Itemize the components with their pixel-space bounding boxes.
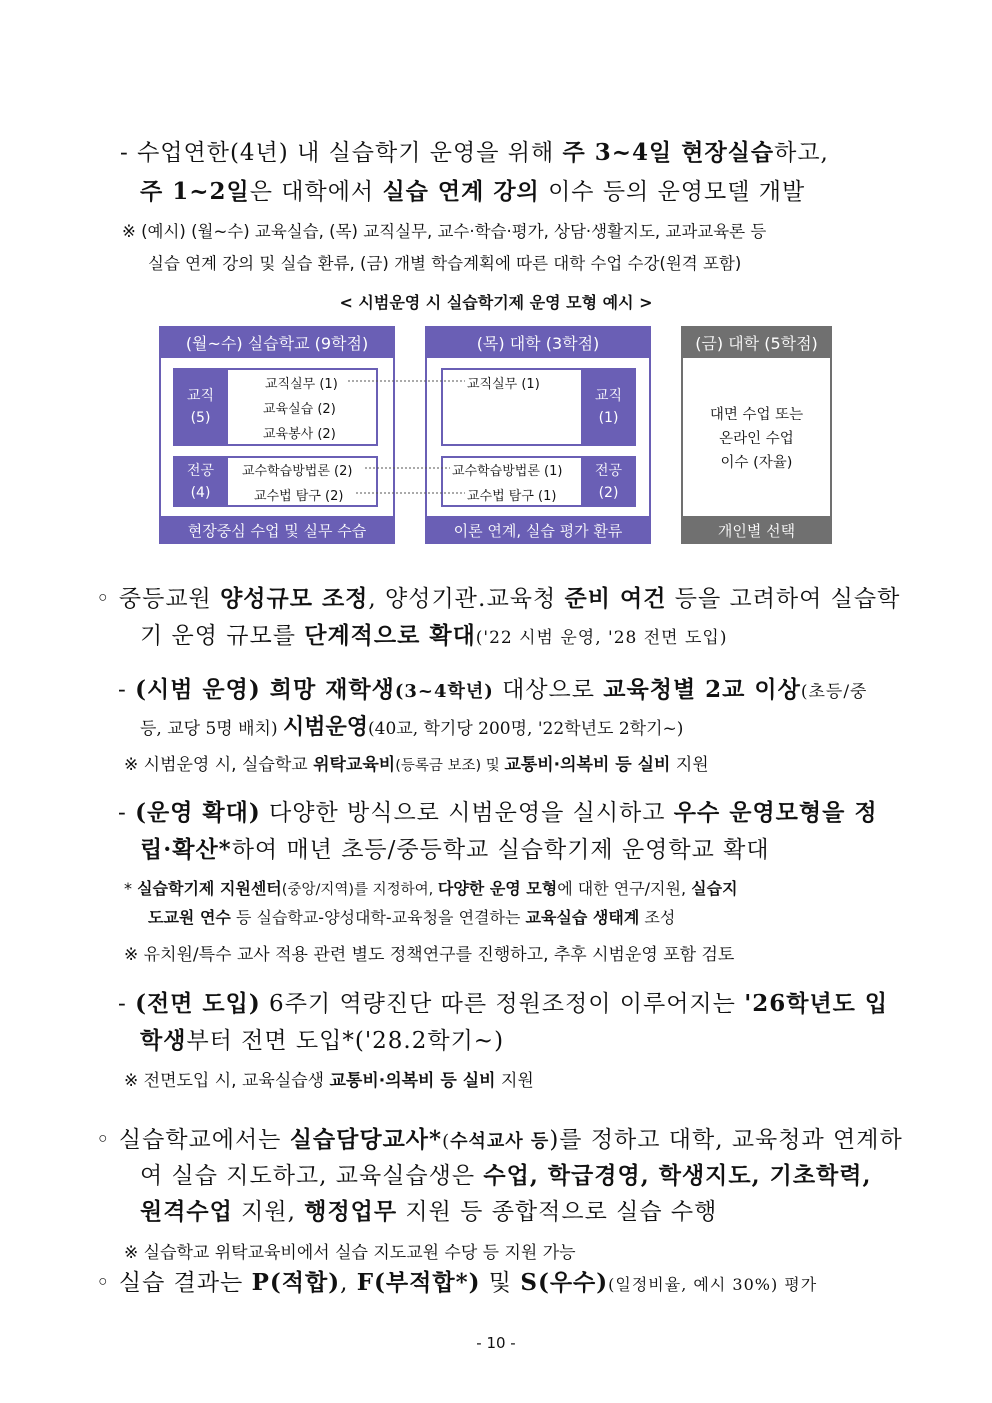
text-line [124,750,709,775]
bold-span: 주 1~2일 [140,178,250,205]
list-item: 교육실습 (2) [263,402,336,417]
text-line [118,671,867,704]
text-span: 부터 전면 도입*('28.2학기~) [186,1028,505,1054]
bold-span: P(적합) [251,1269,341,1296]
list-item: 교육봉사 (2) [263,427,336,442]
bold-span: 행정업무 [304,1198,398,1225]
bold-span: 시범운영 [283,714,369,740]
tag-credit: (2) [598,484,619,501]
text-line [118,794,878,827]
tag-label: 교직 [594,388,623,404]
bold-span: 수업, 학급경영, 학생지도, 기초학력, [483,1162,872,1189]
bold-span: (시범 운영) 희망 재학생 [135,676,395,703]
list-item: 교수법 탐구 (2) [254,489,344,504]
col2-header: (목) 대학 (3학점) [425,326,651,358]
text-span: 지원, [232,1199,305,1225]
bold-span: 실습담당교사* [289,1126,443,1153]
col2-footer: 이론 연계, 실습 평가 환류 [425,516,651,544]
text-span: 지원 [495,1071,534,1091]
bold-span: 수석교사 등 [450,1131,550,1152]
text-span: 은 대학에서 [249,179,383,205]
text-span: (등록금 보조) 및 [395,758,505,774]
text-line [124,1066,534,1091]
text-span: * [124,879,138,898]
text-span: 지원 등 종합적으로 실습 수행 [397,1199,718,1225]
text-span: ※ 전면도입 시, 교육실습생 [124,1071,330,1091]
text-line [118,985,888,1018]
bold-span: 교육실습 생태계 [525,908,640,927]
text-span: (일정비율, 예시 30%) 평가 [608,1275,818,1294]
bold-span: '26학년도 입 [744,990,889,1017]
text-span: 여 실습 지도하고, 교육실습생은 [140,1163,484,1189]
text-span: 등, 교당 5명 배치) [140,719,283,739]
text-line [124,876,738,899]
text-span: ◦ 실습 결과는 [96,1270,252,1296]
text-span: 조성 [639,908,676,927]
text-line [140,1193,717,1226]
tag-credit: (5) [190,410,211,426]
bold-span: 원격수업 [140,1198,233,1225]
bold-span: 학생 [140,1027,187,1054]
col3-line: 이수 (자율) [720,455,793,471]
text-span: )를 정하고 대학, 교육청과 연계하 [549,1127,903,1153]
text-span: ('22 시범 운영, '28 전면 도입) [475,628,728,648]
text-span: ◦ 중등교원 [96,586,221,612]
text-span: (중앙/지역)를 지정하여, [281,882,438,898]
text-span: (40교, 학기당 200명, '22학년도 2학기~) [368,719,684,739]
bold-span: 주 3~4일 현장실습 [562,139,775,166]
bold-span: 교육청별 2교 이상 [603,676,801,703]
bold-span: 단계적으로 확대 [304,622,476,649]
text-span: - [118,991,136,1017]
bold-span: (전면 도입) [135,990,261,1017]
text-line [140,617,727,650]
tag-label: 교직 [186,388,215,404]
text-span: 대상으로 [493,677,604,703]
page-number: - 10 - [476,1334,516,1352]
text-span: 6주기 역량진단 따른 정원조정이 이루어지는 [260,991,745,1017]
col3-line: 온라인 수업 [719,431,794,447]
tag-label: 전공 [186,462,215,479]
list-item: 교수법 탐구 (1) [467,489,557,504]
note-line: 실습 연계 강의 및 실습 환류, (금) 개별 학습계획에 따른 대학 수업 수강(원격 포함) [148,254,742,273]
text-span: 하여 매년 초등/중등학교 실습학기제 운영학교 확대 [231,837,770,863]
text-line [96,1121,903,1154]
col1-header: (월~수) 실습학교 (9학점) [159,326,395,358]
bold-span: 위탁교육비 [313,755,396,775]
note-line: ※ 실습학교 위탁교육비에서 실습 지도교원 수당 등 지원 가능 [124,1243,576,1263]
bold-span: 교통비·의복비 등 실비 [329,1071,496,1091]
col1-footer: 현장중심 수업 및 실무 수습 [159,516,395,544]
list-item: 교수학습방법론 (1) [452,464,563,479]
bold-span: (운영 확대) [135,799,261,826]
text-span: 지원 [670,755,709,775]
note-line: ※ (예시) (월~수) 교육실습, (목) 교직실무, 교수·학습·평가, 상담·생활지도, 교과교육론 등 [122,222,767,241]
col3-footer: 개인별 선택 [681,516,832,544]
bold-span: S(우수) [520,1269,609,1296]
text-span: 에 대한 연구/지원, [557,879,692,898]
diagram-title: < 시범운영 시 실습학기제 운영 모형 예시 > [339,293,653,312]
text-line [140,710,683,741]
text-span: - [118,677,136,703]
text-line [96,1264,817,1297]
bold-span: 우수 운영모형을 정 [673,799,878,826]
tag-label: 전공 [594,462,623,479]
text-span: 기 운영 규모를 [140,623,305,649]
list-item: 교수학습방법론 (2) [242,464,353,479]
text-span: 이수 등의 운영모델 개발 [539,179,806,205]
text-line [140,1022,504,1055]
bold-span: F(부적합*) [356,1269,481,1296]
bold-span: 실습학기제 지원센터 [137,879,282,898]
text-span: - [118,800,136,826]
text-span: , 양성기관․교육청 [368,586,565,612]
text-span: (초등/중 [800,682,868,702]
bold-span: 실습 연계 강의 [382,178,540,205]
list-item: 교직실무 (1) [265,377,338,392]
bold-span: 준비 여건 [564,585,667,612]
text-span: 다양한 방식으로 시범운영을 실시하고 [260,800,674,826]
col3-header: (금) 대학 (5학점) [681,326,832,358]
connector-lines [0,0,992,600]
text-span: ◦ 실습학교에서는 [96,1127,290,1153]
text-line [140,1157,872,1190]
text-span: 등 실습학교-양성대학-교육청을 연결하는 [230,908,526,927]
tag-credit: (1) [598,410,619,426]
bold-span: 도교원 연수 [148,908,231,927]
text-line [148,905,675,928]
text-span: ※ 시범운영 시, 실습학교 [124,755,314,775]
text-span: 하고, [774,140,829,166]
text-span: ( [442,1131,451,1152]
list-item: 교직실무 (1) [467,377,540,392]
bold-span: 실습지 [691,879,738,898]
text-span: - 수업연한(4년) 내 실습학기 운영을 위해 [120,140,563,166]
note-line: ※ 유치원/특수 교사 적용 관련 별도 정책연구를 진행하고, 추후 시범운영 포함 검토 [124,945,735,965]
text-line [140,831,770,864]
text-span: 등을 고려하여 실습학 [666,586,901,612]
bold-span: 교통비·의복비 등 실비 [504,755,671,775]
bold-span: 다양한 운영 모형 [437,879,558,898]
bold-span: (3~4학년) [394,681,494,702]
bold-span: 양성규모 조정 [220,585,369,612]
col3-line: 대면 수업 또는 [709,407,804,423]
bold-span: 립·확산* [140,836,232,863]
text-line [96,580,900,613]
text-span: 및 [480,1270,521,1296]
tag-credit: (4) [190,484,211,501]
text-span: , [340,1270,357,1296]
